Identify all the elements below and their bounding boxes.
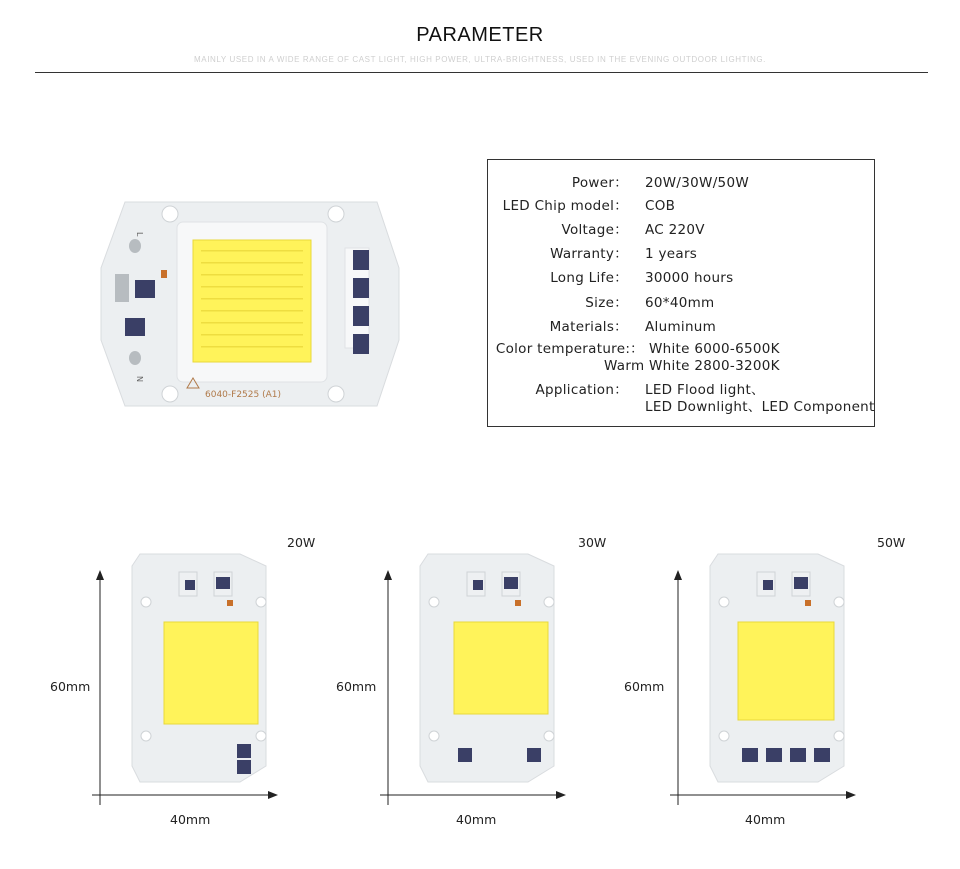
pad-label-l: L xyxy=(135,232,144,237)
spec-value: COB xyxy=(645,198,676,214)
spec-key: Warranty： xyxy=(550,246,628,262)
spec-value-secondary: Warm White 2800-3200K xyxy=(604,358,780,374)
spec-value: 20W/30W/50W xyxy=(645,175,749,191)
pad-label-n: N xyxy=(135,376,144,382)
variant-50w-height-label: 60mm xyxy=(624,679,665,694)
variant-30w-chip-image xyxy=(378,550,578,810)
chip-model-label: 6040-F2525 (A1) xyxy=(205,390,281,400)
spec-key: Materials： xyxy=(549,319,628,335)
variant-20w-watt-label: 20W xyxy=(287,535,316,550)
spec-value: 60*40mm xyxy=(645,295,715,311)
spec-value: 1 years xyxy=(645,246,698,262)
spec-value: AC 220V xyxy=(645,222,705,238)
spec-key: Power： xyxy=(571,175,628,191)
variant-20w-width-label: 40mm xyxy=(170,812,211,827)
spec-value: Aluminum xyxy=(645,319,717,335)
variant-20w-chip-image xyxy=(90,550,290,810)
variant-50w-width-label: 40mm xyxy=(745,812,786,827)
spec-key: Voltage： xyxy=(561,222,628,238)
spec-key: Color temperature:： xyxy=(495,341,644,357)
spec-value: 30000 hours xyxy=(645,270,734,286)
main-led-chip-image xyxy=(95,198,407,410)
variant-30w-watt-label: 30W xyxy=(578,535,607,550)
header-divider xyxy=(35,72,928,73)
variant-20w-height-label: 60mm xyxy=(50,679,91,694)
spec-key: LED Chip model： xyxy=(502,198,628,214)
spec-value-secondary: LED Downlight、LED Component xyxy=(645,399,875,415)
spec-value: LED Flood light、 xyxy=(645,382,765,398)
page-subtitle: MAINLY USED IN A WIDE RANGE OF CAST LIGHT, HIGH POWER, ULTRA-BRIGHTNESS, USED IN THE EVENING OUTDOOR LIGHTING. xyxy=(194,55,766,64)
spec-key: Size： xyxy=(585,295,628,311)
spec-key: Application： xyxy=(535,382,628,398)
spec-table xyxy=(487,159,875,427)
variant-50w-chip-image xyxy=(668,550,868,810)
variant-30w-height-label: 60mm xyxy=(336,679,377,694)
spec-value: White 6000-6500K xyxy=(649,341,780,357)
page-title: PARAMETER xyxy=(416,24,544,46)
variant-50w-watt-label: 50W xyxy=(877,535,906,550)
spec-key: Long Life： xyxy=(550,270,628,286)
variant-30w-width-label: 40mm xyxy=(456,812,497,827)
